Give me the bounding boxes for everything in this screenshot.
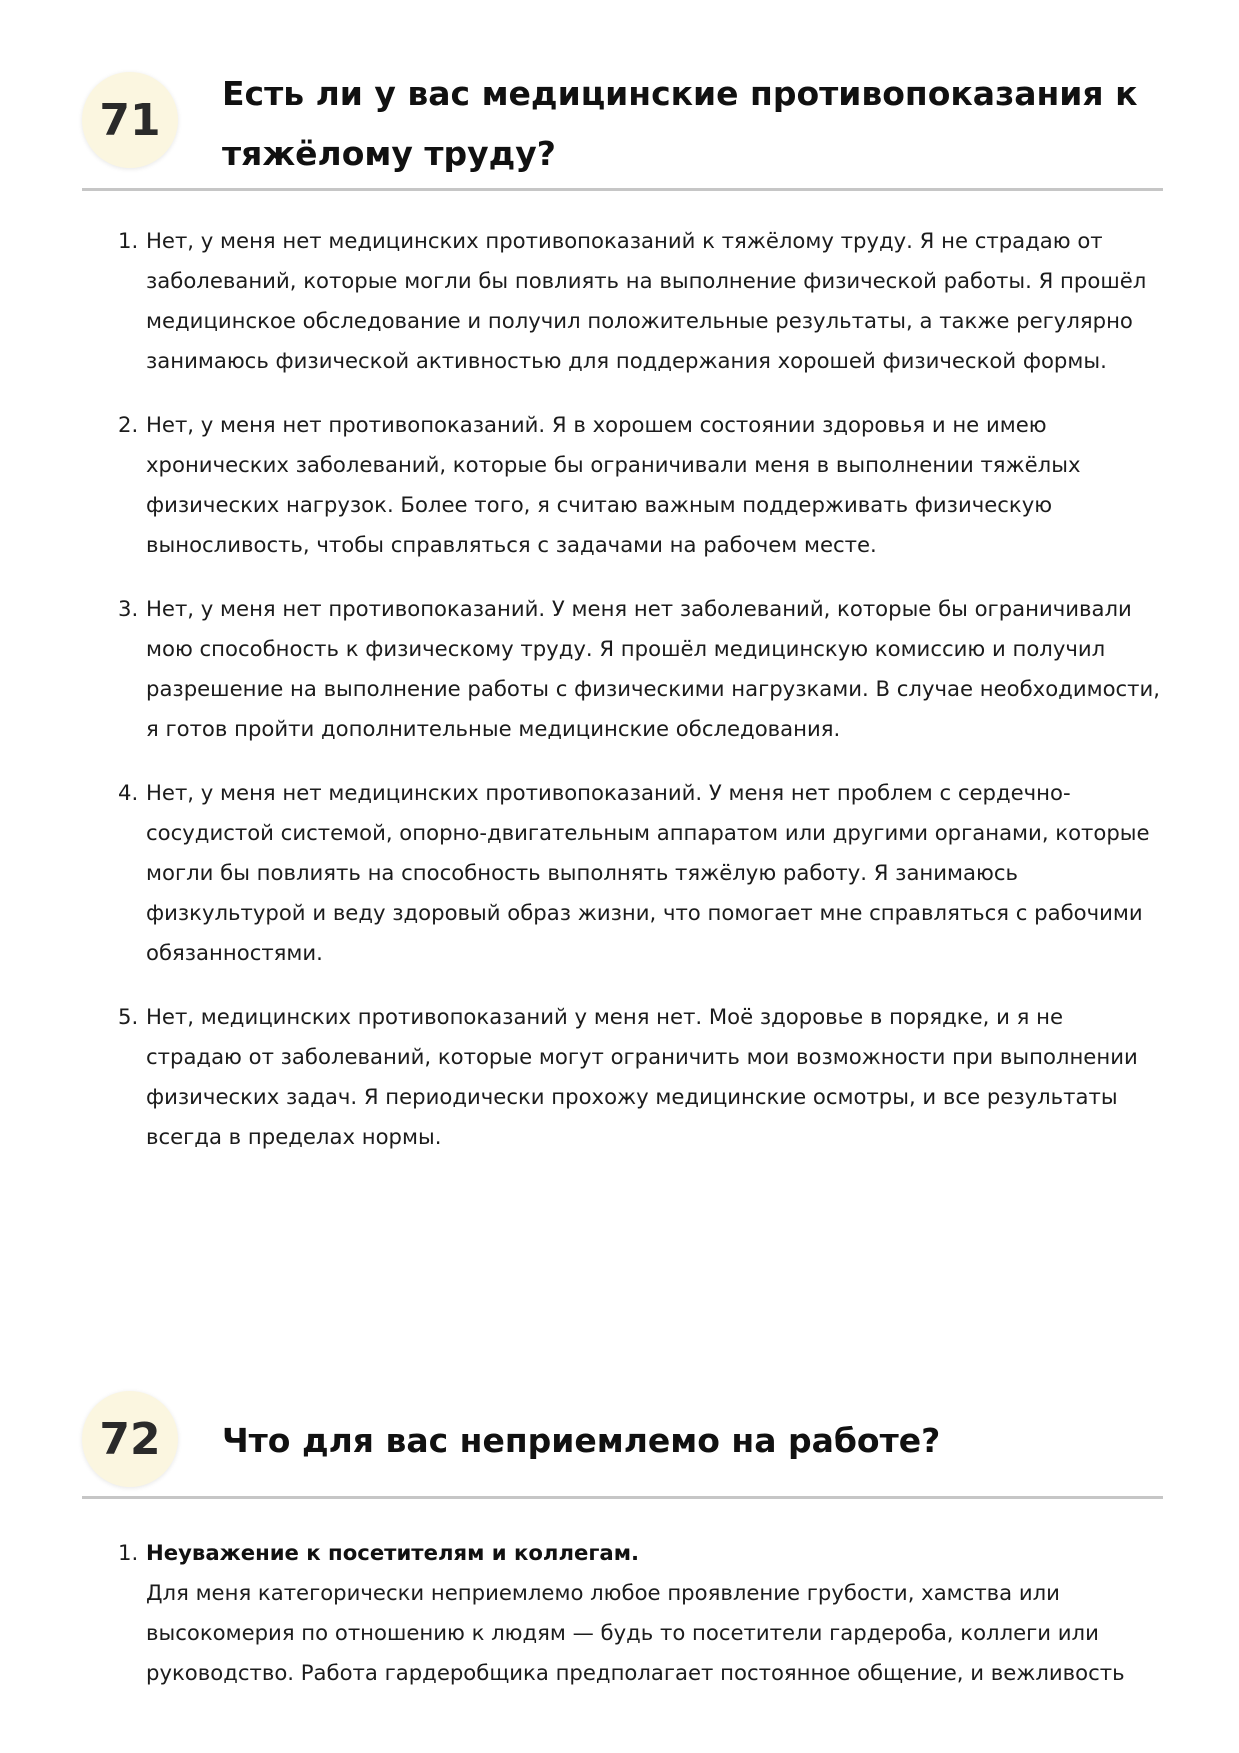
- answer-item: [82, 997, 1163, 1157]
- answer-item: [82, 589, 1163, 749]
- answer-list: [82, 221, 1163, 1157]
- answer-number: 3.: [118, 596, 139, 621]
- answer-number: 1.: [118, 228, 139, 253]
- question-header: [82, 62, 1163, 191]
- answer-text: Нет, у меня нет медицинских противопоказаний к тяжёлому труду. Я не страдаю от заболеваний, которые могли бы повлиять на выполнение физической работы. Я прошёл медицинское обследование и получил положительные результаты, а также регулярно занимаюсь физической активностью для поддержания хорошей физической формы.: [146, 228, 1147, 373]
- question-number-badge: 72: [82, 1391, 178, 1487]
- question-header: [82, 1391, 1163, 1499]
- question-72-section: [82, 1391, 1163, 1693]
- answer-item: [82, 221, 1163, 381]
- answer-list: [82, 1533, 1163, 1693]
- question-title: Что для вас неприемлемо на работе?: [222, 1421, 941, 1460]
- answer-item: [82, 1533, 1163, 1693]
- answer-number: 1.: [118, 1540, 139, 1565]
- answer-number: 4.: [118, 780, 139, 805]
- answer-number: 2.: [118, 412, 139, 437]
- answer-text: Нет, медицинских противопоказаний у меня нет. Моё здоровье в порядке, и я не страдаю от заболеваний, которые могут ограничить мои возможности при выполнении физических задач. Я периодически прохожу медицинские осмотры, и все результаты всегда в пределах нормы.: [146, 1004, 1138, 1149]
- question-title: Есть ли у вас медицинские противопоказания к тяжёлому труду?: [222, 74, 1138, 173]
- answer-text: Нет, у меня нет противопоказаний. Я в хорошем состоянии здоровья и не имею хронических заболеваний, которые бы ограничивали меня в выполнении тяжёлых физических нагрузок. Более того, я считаю важным поддерживать физическую выносливость, чтобы справляться с задачами на рабочем месте.: [146, 412, 1081, 557]
- answer-text: Нет, у меня нет противопоказаний. У меня нет заболеваний, которые бы ограничивали мою способность к физическому труду. Я прошёл медицинскую комиссию и получил разрешение на выполнение работы с физическими нагрузками. В случае необходимости, я готов пройти дополнительные медицинские обследования.: [146, 596, 1161, 741]
- answer-text: Нет, у меня нет медицинских противопоказаний. У меня нет проблем с сердечно-сосудистой системой, опорно-двигательным аппаратом или другими органами, которые могли бы повлиять на способность выполнять тяжёлую работу. Я занимаюсь физкультурой и веду здоровый образ жизни, что помогает мне справляться с рабочими обязанностями.: [146, 780, 1150, 965]
- question-number-badge: 71: [82, 72, 178, 168]
- answer-heading: Неуважение к посетителям и коллегам.: [146, 1540, 640, 1565]
- answer-text: Для меня категорически неприемлемо любое проявление грубости, хамства или высокомерия по отношению к людям — будь то посетители гардероба, коллеги или руководство. Работа гардеробщика предполагает постоянное общение, и вежливость: [146, 1580, 1125, 1685]
- question-71-section: [82, 62, 1163, 1181]
- answer-item: [82, 773, 1163, 973]
- answer-number: 5.: [118, 1004, 139, 1029]
- answer-item: [82, 405, 1163, 565]
